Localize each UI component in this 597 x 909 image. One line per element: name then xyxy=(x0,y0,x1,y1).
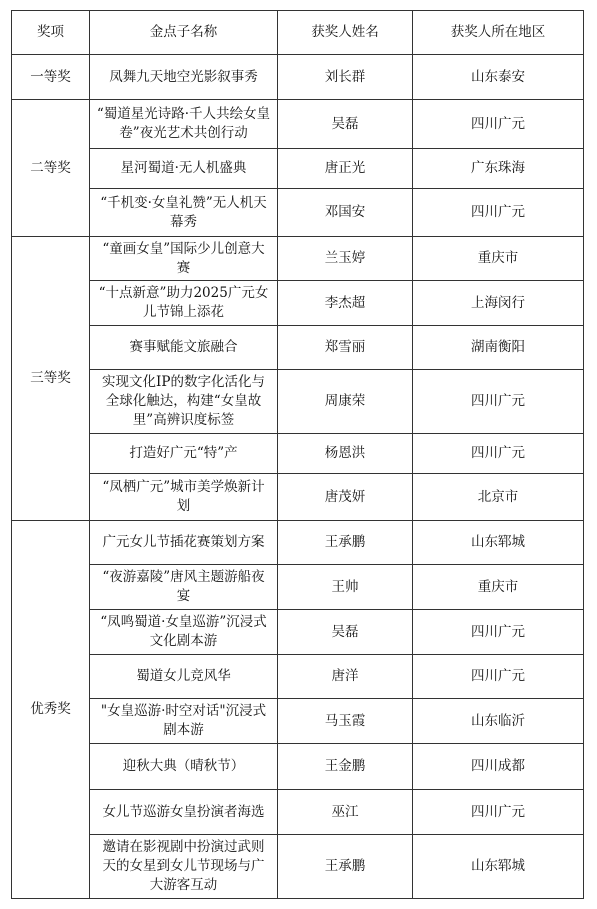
idea-name: 迎秋大典（晴秋节） xyxy=(90,744,278,790)
table-row xyxy=(12,434,584,474)
winner-name: 唐茂妍 xyxy=(278,474,413,521)
winner-region: 四川广元 xyxy=(413,434,584,474)
idea-name: 赛事赋能文旅融合 xyxy=(90,326,278,370)
winner-region: 湖南衡阳 xyxy=(413,326,584,370)
winner-region: 重庆市 xyxy=(413,565,584,610)
table-row xyxy=(12,655,584,699)
winner-name: 吴磊 xyxy=(278,610,413,655)
winner-region: 重庆市 xyxy=(413,237,584,281)
table-row xyxy=(12,744,584,790)
winner-region: 四川广元 xyxy=(413,189,584,237)
winner-region: 北京市 xyxy=(413,474,584,521)
winner-name: 王金鹏 xyxy=(278,744,413,790)
idea-name: 星河蜀道·无人机盛典 xyxy=(90,149,278,189)
winner-name: 周康荣 xyxy=(278,370,413,434)
winner-region: 四川广元 xyxy=(413,655,584,699)
table-row xyxy=(12,835,584,899)
winner-region: 四川广元 xyxy=(413,370,584,434)
header-award: 奖项 xyxy=(12,11,90,55)
winner-name: 王承鹏 xyxy=(278,835,413,899)
winner-name: 王承鹏 xyxy=(278,521,413,565)
idea-name: 实现文化IP的数字化活化与全球化触达，构建“女皇故里”高辨识度标签 xyxy=(90,370,278,434)
award-level: 三等奖 xyxy=(12,237,90,521)
winner-name: 杨恩洪 xyxy=(278,434,413,474)
table-row xyxy=(12,281,584,326)
winner-name: 唐正光 xyxy=(278,149,413,189)
idea-name: “凤鸣蜀道·女皇巡游”沉浸式文化剧本游 xyxy=(90,610,278,655)
table-row xyxy=(12,237,584,281)
award-level: 优秀奖 xyxy=(12,521,90,899)
winner-name: 刘长群 xyxy=(278,55,413,100)
table-row xyxy=(12,474,584,521)
table-row xyxy=(12,565,584,610)
winner-name: 邓国安 xyxy=(278,189,413,237)
winner-region: 广东珠海 xyxy=(413,149,584,189)
table-row xyxy=(12,55,584,100)
table-row xyxy=(12,370,584,434)
idea-name: 蜀道女儿竞风华 xyxy=(90,655,278,699)
winner-region: 四川广元 xyxy=(413,100,584,149)
award-level: 二等奖 xyxy=(12,100,90,237)
winner-region: 山东郓城 xyxy=(413,521,584,565)
winner-name: 兰玉婷 xyxy=(278,237,413,281)
winner-name: 郑雪丽 xyxy=(278,326,413,370)
winner-name: 吴磊 xyxy=(278,100,413,149)
table-row xyxy=(12,610,584,655)
idea-name: “凤栖广元”城市美学焕新计划 xyxy=(90,474,278,521)
table-row xyxy=(12,521,584,565)
idea-name: 广元女儿节插花赛策划方案 xyxy=(90,521,278,565)
winner-name: 王帅 xyxy=(278,565,413,610)
winner-region: 山东临沂 xyxy=(413,699,584,744)
winner-name: 李杰超 xyxy=(278,281,413,326)
winner-name: 唐洋 xyxy=(278,655,413,699)
header-winner: 获奖人姓名 xyxy=(278,11,413,55)
idea-name: “十点新意”助力2025广元女儿节锦上添花 xyxy=(90,281,278,326)
winner-name: 巫江 xyxy=(278,790,413,835)
awards-table xyxy=(11,10,584,899)
idea-name: “千机变·女皇礼赞”无人机天幕秀 xyxy=(90,189,278,237)
idea-name: “蜀道星光诗路·千人共绘女皇卷”夜光艺术共创行动 xyxy=(90,100,278,149)
idea-name: “夜游嘉陵”唐风主题游船夜宴 xyxy=(90,565,278,610)
idea-name: 女儿节巡游女皇扮演者海选 xyxy=(90,790,278,835)
table-row xyxy=(12,149,584,189)
winner-region: 上海闵行 xyxy=(413,281,584,326)
table-row xyxy=(12,100,584,149)
table-row xyxy=(12,326,584,370)
header-row xyxy=(12,11,584,55)
idea-name: "女皇巡游·时空对话"沉浸式剧本游 xyxy=(90,699,278,744)
table-row xyxy=(12,189,584,237)
idea-name: 打造好广元“特”产 xyxy=(90,434,278,474)
winner-region: 山东郓城 xyxy=(413,835,584,899)
idea-name: “童画女皇”国际少儿创意大赛 xyxy=(90,237,278,281)
winner-region: 四川成都 xyxy=(413,744,584,790)
winner-region: 四川广元 xyxy=(413,790,584,835)
winner-region: 四川广元 xyxy=(413,610,584,655)
table-row xyxy=(12,699,584,744)
header-region: 获奖人所在地区 xyxy=(413,11,584,55)
header-idea-name: 金点子名称 xyxy=(90,11,278,55)
idea-name: 凤舞九天地空光影叙事秀 xyxy=(90,55,278,100)
table-row xyxy=(12,790,584,835)
winner-region: 山东泰安 xyxy=(413,55,584,100)
winner-name: 马玉霞 xyxy=(278,699,413,744)
award-level: 一等奖 xyxy=(12,55,90,100)
idea-name: 邀请在影视剧中扮演过武则天的女星到女儿节现场与广大游客互动 xyxy=(90,835,278,899)
